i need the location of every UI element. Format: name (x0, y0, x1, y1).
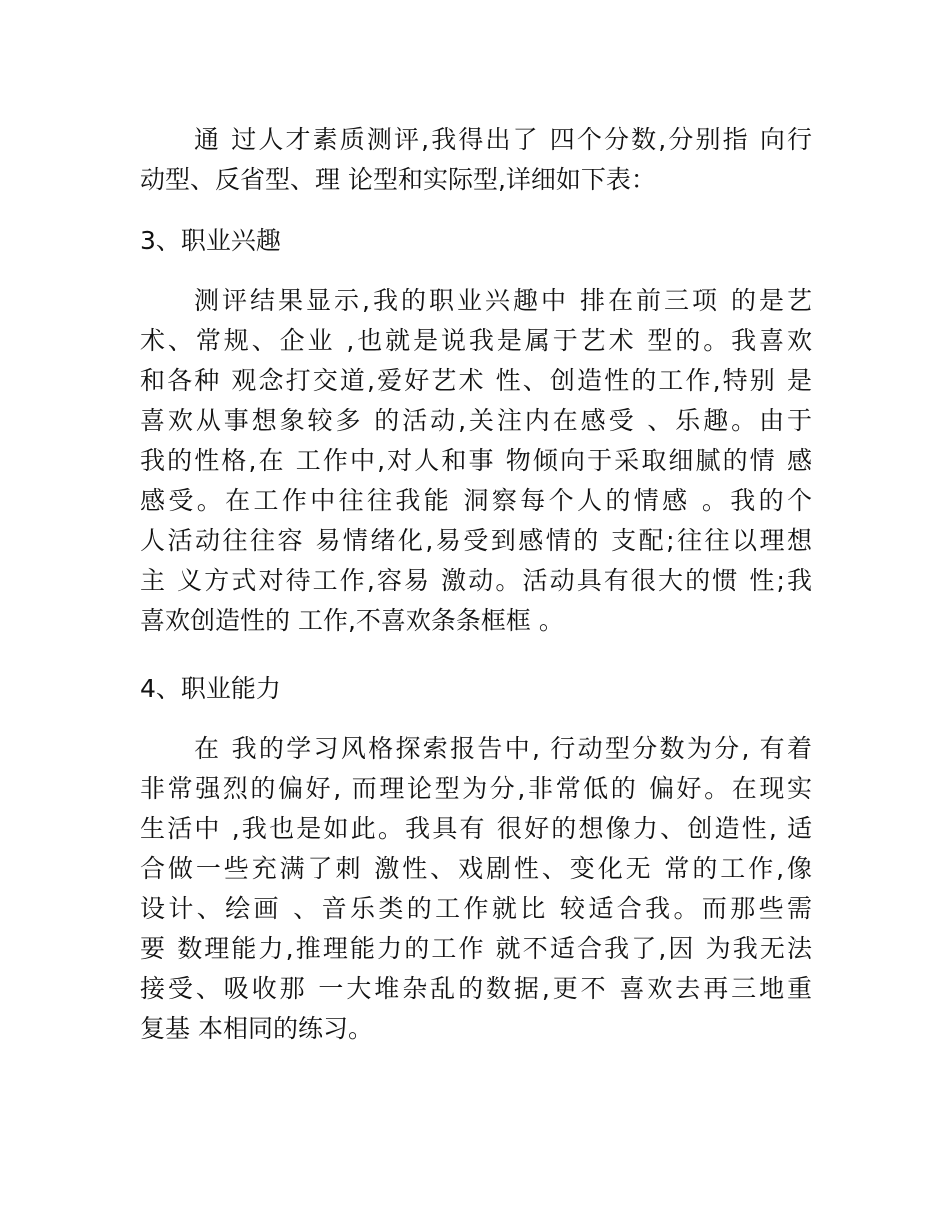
text-line: 测评结果显示,我的职业兴趣中 排在前三项 的是艺 (194, 286, 812, 315)
section-heading: 3、职业兴趣 (140, 226, 281, 255)
text-line: 生活中 ,我也是如此。我具有 很好的想像力、创造性, 适 (140, 814, 812, 843)
paragraph-2 (140, 281, 812, 641)
text-line: 非常强烈的偏好, 而理论型为分,非常低的 偏好。在现实 (140, 774, 812, 803)
text-line: 设计、绘画 、音乐类的工作就比 较适合我。而那些需 (140, 894, 812, 923)
text-line: 复基 本相同的练习。 (140, 1014, 373, 1043)
paragraph-1 (140, 120, 812, 200)
text-line: 动型、反省型、理 论型和实际型,详细如下表： (140, 165, 656, 194)
text-line: 通 过人才素质测评,我得出了 四个分数,分别指 向行 (194, 125, 812, 154)
text-line: 接受、吸收那 一大堆杂乱的数据,更不 喜欢去再三地重 (140, 974, 812, 1003)
text-line: 主 义方式对待工作,容易 激动。活动具有很大的惯 性;我 (140, 566, 812, 595)
paragraph-3 (140, 729, 812, 1049)
section-heading: 4、职业能力 (140, 674, 281, 703)
section-heading-4 (140, 669, 812, 709)
text-line: 喜欢从事想象较多 的活动,关注内在感受 、乐趣。由于 (140, 406, 812, 435)
text-line: 术、常规、企业 ,也就是说我是属于艺术 型的。我喜欢 (140, 326, 812, 355)
text-line: 和各种 观念打交道,爱好艺术 性、创造性的工作,特别 是 (140, 366, 812, 395)
text-line: 合做一些充满了刺 激性、戏剧性、变化无 常的工作,像 (140, 854, 812, 883)
text-line: 人活动往往容 易情绪化,易受到感情的 支配;往往以理想 (140, 526, 812, 555)
text-line: 感受。在工作中往往我能 洞察每个人的情感 。我的个 (140, 486, 812, 515)
text-line: 喜欢创造性的 工作,不喜欢条条框框 。 (140, 606, 564, 635)
text-line: 我的性格,在 工作中,对人和事 物倾向于采取细腻的情 感 (140, 446, 812, 475)
text-line: 在 我的学习风格探索报告中, 行动型分数为分, 有着 (194, 734, 812, 763)
text-line: 要 数理能力,推理能力的工作 就不适合我了,因 为我无法 (140, 934, 812, 963)
section-heading-3 (140, 221, 812, 261)
